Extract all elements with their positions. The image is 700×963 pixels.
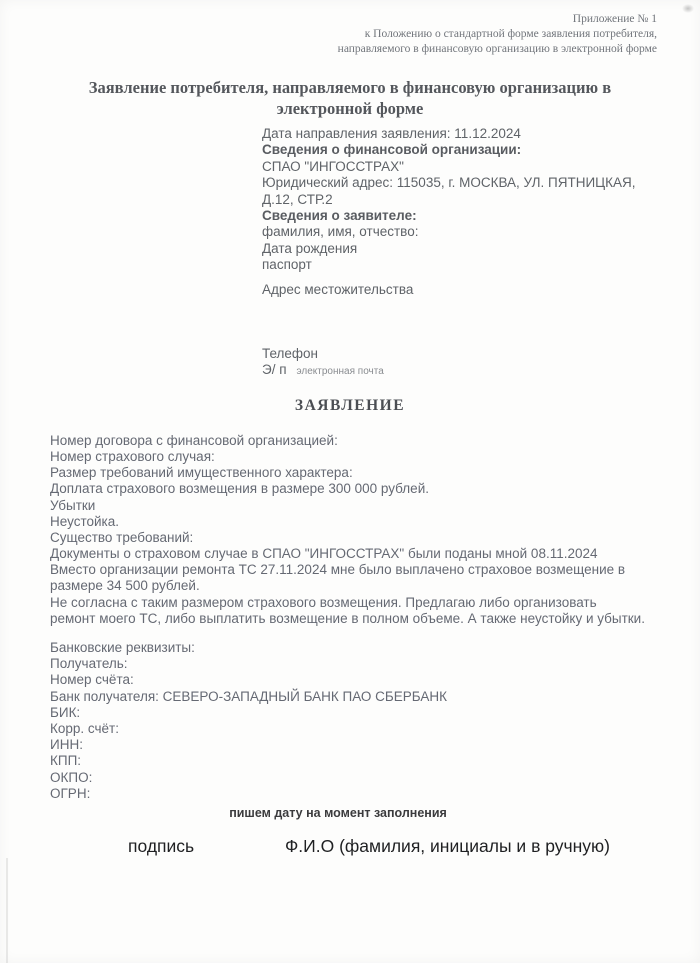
claim-body-line: Убытки — [50, 497, 96, 513]
date-note: пишем дату на момент заполнения — [229, 806, 447, 820]
bank-details-line: Банк получателя: СЕВЕРО-ЗАПАДНЫЙ БАНК ПАО СБЕРБАНК — [50, 688, 447, 704]
claim-body-line: Вместо организации ремонта ТС 27.11.2024 мне было выплачено страховое возмещение в — [50, 562, 626, 578]
org-address-line1: Юридический адрес: 115035, г. МОСКВА, УЛ. ПЯТНИЦКАЯ, — [262, 175, 636, 191]
bank-details-line: Банковские реквизиты: — [50, 640, 195, 655]
claim-body-line: Неустойка. — [50, 513, 119, 529]
claim-body — [50, 433, 680, 627]
bank-details-line: ИНН: — [50, 737, 83, 753]
appendix-note-line: к Положению о стандартной форме заявления потребителя, — [364, 28, 657, 40]
claim-body-line: размере 34 500 рублей. — [50, 578, 200, 594]
bank-details-line: КПП: — [50, 753, 82, 769]
claim-body-line: ремонт моего ТС, либо выплатить возмещение в полном объеме. А также неустойку и убытки. — [50, 610, 645, 626]
bank-details-line: Номер счёта: — [50, 672, 134, 688]
bank-details-line: ОГРН: — [50, 785, 91, 801]
org-info-heading: Сведения о финансовой организации: — [262, 142, 522, 158]
fio-label: фамилия, имя, отчество: — [262, 224, 419, 240]
scan-artifact-edge — [6, 858, 8, 963]
bank-details-line: ОКПО: — [50, 769, 93, 785]
appendix-note — [338, 12, 657, 57]
email-hint: электронная почта — [296, 366, 384, 378]
info-block — [262, 126, 672, 381]
bank-details-line: Корр. счёт: — [50, 721, 119, 737]
claim-body-line: Размер требований имущественного характера: — [50, 465, 353, 481]
phone-label: Телефон — [262, 346, 319, 362]
bank-details — [50, 640, 680, 802]
bank-details-line: БИК: — [50, 704, 81, 720]
org-name: СПАО "ИНГОССТРАХ" — [262, 158, 404, 174]
document-title: Заявление потребителя, направляемого в финансовую организацию в электронной форме — [88, 78, 612, 118]
appendix-note-line: направляемого в финансовую организацию в электронной форме — [337, 43, 657, 55]
statement-heading: ЗАЯВЛЕНИЕ — [294, 397, 406, 414]
submission-date-line: Дата направления заявления: 11.12.2024 — [262, 126, 521, 141]
claim-body-line: Номер страхового случая: — [50, 449, 215, 465]
signature-label: подпись — [128, 836, 195, 856]
org-address-line2: Д.12, СТР.2 — [262, 191, 333, 207]
passport-label: паспорт — [262, 257, 312, 273]
address-label: Адрес местожительства — [262, 281, 414, 297]
claim-body-line: Документы о страховом случае в СПАО "ИНГОССТРАХ" были поданы мной 08.11.2024 — [50, 546, 598, 562]
bank-details-line: Получатель: — [50, 656, 128, 672]
claim-body-line: Существо требований: — [50, 529, 194, 545]
claim-body-line: Номер договора с финансовой организацией: — [50, 433, 338, 448]
email-line — [262, 362, 672, 380]
claim-body-line: Не согласна с таким размером страхового возмещения. Предлагаю либо организовать — [50, 594, 597, 610]
appendix-note-line: Приложение № 1 — [572, 13, 657, 25]
email-label: Э/ п — [262, 362, 287, 378]
birthdate-label: Дата рождения — [262, 240, 358, 256]
applicant-info-heading: Сведения о заявителе: — [262, 208, 417, 224]
fio-note: Ф.И.О (фамилия, инициалы и в ручную) — [285, 836, 610, 856]
claim-body-line: Доплата страхового возмещения в размере 300 000 рублей. — [50, 481, 429, 497]
scan-artifact-corner — [682, 4, 694, 13]
